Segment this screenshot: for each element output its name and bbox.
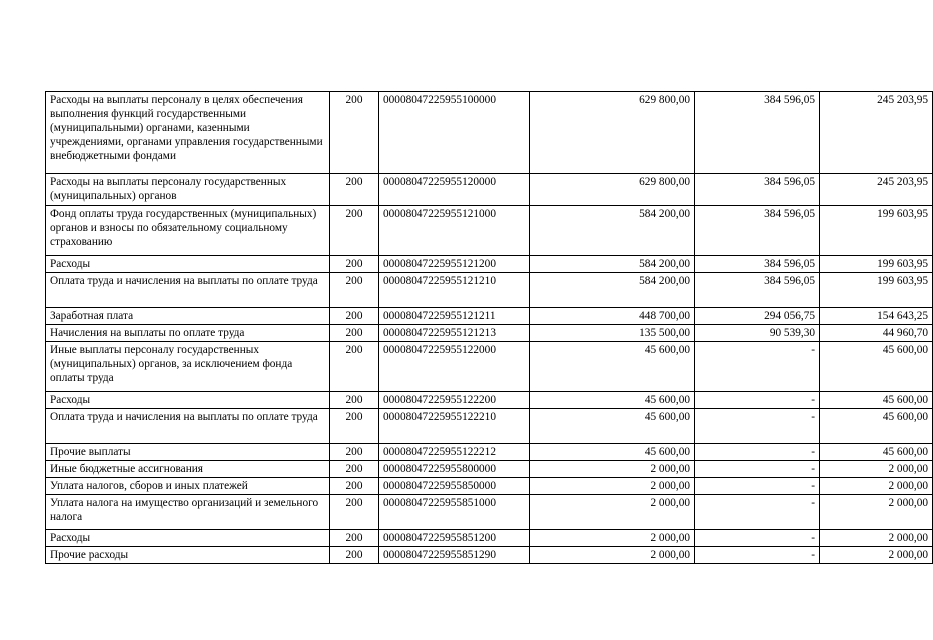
- row-unexecuted: 199 603,95: [820, 273, 933, 308]
- row-approved: 584 200,00: [530, 256, 695, 273]
- row-name: Уплата налогов, сборов и иных платежей: [46, 478, 330, 495]
- row-kbk: 00008047225955800000: [379, 461, 530, 478]
- table-row: [46, 206, 933, 256]
- row-kbk: 00008047225955121200: [379, 256, 530, 273]
- row-executed: -: [695, 461, 820, 478]
- row-executed: -: [695, 409, 820, 444]
- table-row: [46, 325, 933, 342]
- table-row: [46, 92, 933, 174]
- row-code: 200: [330, 325, 379, 342]
- row-unexecuted: 2 000,00: [820, 495, 933, 530]
- row-name: Оплата труда и начисления на выплаты по оплате труда: [46, 273, 330, 308]
- row-unexecuted: 154 643,25: [820, 308, 933, 325]
- row-executed: -: [695, 478, 820, 495]
- row-kbk: 00008047225955122200: [379, 392, 530, 409]
- row-unexecuted: 245 203,95: [820, 174, 933, 206]
- row-name: Иные выплаты персоналу государственных (муниципальных) органов, за исключением фонда оплаты труда: [46, 342, 330, 392]
- row-code: 200: [330, 444, 379, 461]
- table-row: [46, 478, 933, 495]
- row-approved: 135 500,00: [530, 325, 695, 342]
- row-executed: -: [695, 444, 820, 461]
- table-row: [46, 273, 933, 308]
- table-row: [46, 461, 933, 478]
- row-code: 200: [330, 547, 379, 564]
- row-kbk: 00008047225955120000: [379, 174, 530, 206]
- row-unexecuted: 45 600,00: [820, 342, 933, 392]
- row-executed: 90 539,30: [695, 325, 820, 342]
- row-kbk: 00008047225955122210: [379, 409, 530, 444]
- row-approved: 2 000,00: [530, 547, 695, 564]
- row-unexecuted: 245 203,95: [820, 92, 933, 174]
- row-kbk: 00008047225955100000: [379, 92, 530, 174]
- row-executed: -: [695, 547, 820, 564]
- row-name: Заработная плата: [46, 308, 330, 325]
- row-code: 200: [330, 256, 379, 273]
- row-approved: 45 600,00: [530, 409, 695, 444]
- row-unexecuted: 44 960,70: [820, 325, 933, 342]
- row-kbk: 00008047225955121211: [379, 308, 530, 325]
- row-code: 200: [330, 273, 379, 308]
- budget-execution-table: [45, 91, 933, 564]
- row-approved: 629 800,00: [530, 174, 695, 206]
- row-unexecuted: 45 600,00: [820, 444, 933, 461]
- row-approved: 629 800,00: [530, 92, 695, 174]
- row-code: 200: [330, 461, 379, 478]
- row-unexecuted: 199 603,95: [820, 256, 933, 273]
- row-approved: 584 200,00: [530, 206, 695, 256]
- row-executed: 294 056,75: [695, 308, 820, 325]
- table-row: [46, 308, 933, 325]
- row-name: Прочие расходы: [46, 547, 330, 564]
- row-kbk: 00008047225955851000: [379, 495, 530, 530]
- row-unexecuted: 2 000,00: [820, 478, 933, 495]
- row-approved: 45 600,00: [530, 392, 695, 409]
- table-row: [46, 392, 933, 409]
- row-code: 200: [330, 206, 379, 256]
- row-name: Расходы: [46, 392, 330, 409]
- row-approved: 448 700,00: [530, 308, 695, 325]
- row-kbk: 00008047225955121213: [379, 325, 530, 342]
- table-row: [46, 547, 933, 564]
- row-code: 200: [330, 342, 379, 392]
- row-code: 200: [330, 308, 379, 325]
- table-row: [46, 409, 933, 444]
- row-executed: 384 596,05: [695, 92, 820, 174]
- table-row: [46, 444, 933, 461]
- row-kbk: 00008047225955121210: [379, 273, 530, 308]
- row-name: Расходы: [46, 530, 330, 547]
- row-executed: -: [695, 530, 820, 547]
- table-row: [46, 530, 933, 547]
- row-approved: 2 000,00: [530, 530, 695, 547]
- row-approved: 2 000,00: [530, 495, 695, 530]
- row-name: Расходы на выплаты персоналу в целях обеспечения выполнения функций государственными (муниципальными) органами, казенными учреждениями, органами управления государственными внебюджетными фондами: [46, 92, 330, 174]
- row-approved: 584 200,00: [530, 273, 695, 308]
- row-approved: 45 600,00: [530, 342, 695, 392]
- row-executed: -: [695, 342, 820, 392]
- row-kbk: 00008047225955122000: [379, 342, 530, 392]
- row-approved: 2 000,00: [530, 478, 695, 495]
- table-row: [46, 495, 933, 530]
- row-code: 200: [330, 530, 379, 547]
- row-name: Начисления на выплаты по оплате труда: [46, 325, 330, 342]
- row-unexecuted: 2 000,00: [820, 461, 933, 478]
- row-code: 200: [330, 409, 379, 444]
- row-code: 200: [330, 478, 379, 495]
- row-approved: 45 600,00: [530, 444, 695, 461]
- row-approved: 2 000,00: [530, 461, 695, 478]
- row-name: Расходы: [46, 256, 330, 273]
- row-unexecuted: 45 600,00: [820, 409, 933, 444]
- row-executed: 384 596,05: [695, 206, 820, 256]
- row-kbk: 00008047225955121000: [379, 206, 530, 256]
- row-executed: 384 596,05: [695, 174, 820, 206]
- row-name: Уплата налога на имущество организаций и земельного налога: [46, 495, 330, 530]
- row-name: Прочие выплаты: [46, 444, 330, 461]
- row-name: Иные бюджетные ассигнования: [46, 461, 330, 478]
- row-unexecuted: 2 000,00: [820, 547, 933, 564]
- table-row: [46, 256, 933, 273]
- row-code: 200: [330, 495, 379, 530]
- row-code: 200: [330, 392, 379, 409]
- row-kbk: 00008047225955850000: [379, 478, 530, 495]
- row-unexecuted: 45 600,00: [820, 392, 933, 409]
- row-code: 200: [330, 174, 379, 206]
- row-name: Расходы на выплаты персоналу государственных (муниципальных) органов: [46, 174, 330, 206]
- row-kbk: 00008047225955851200: [379, 530, 530, 547]
- row-name: Оплата труда и начисления на выплаты по оплате труда: [46, 409, 330, 444]
- row-executed: -: [695, 495, 820, 530]
- row-unexecuted: 199 603,95: [820, 206, 933, 256]
- row-kbk: 00008047225955851290: [379, 547, 530, 564]
- table-row: [46, 342, 933, 392]
- row-kbk: 00008047225955122212: [379, 444, 530, 461]
- row-executed: -: [695, 392, 820, 409]
- row-code: 200: [330, 92, 379, 174]
- row-unexecuted: 2 000,00: [820, 530, 933, 547]
- row-name: Фонд оплаты труда государственных (муниципальных) органов и взносы по обязательному социальному страхованию: [46, 206, 330, 256]
- row-executed: 384 596,05: [695, 256, 820, 273]
- table-row: [46, 174, 933, 206]
- row-executed: 384 596,05: [695, 273, 820, 308]
